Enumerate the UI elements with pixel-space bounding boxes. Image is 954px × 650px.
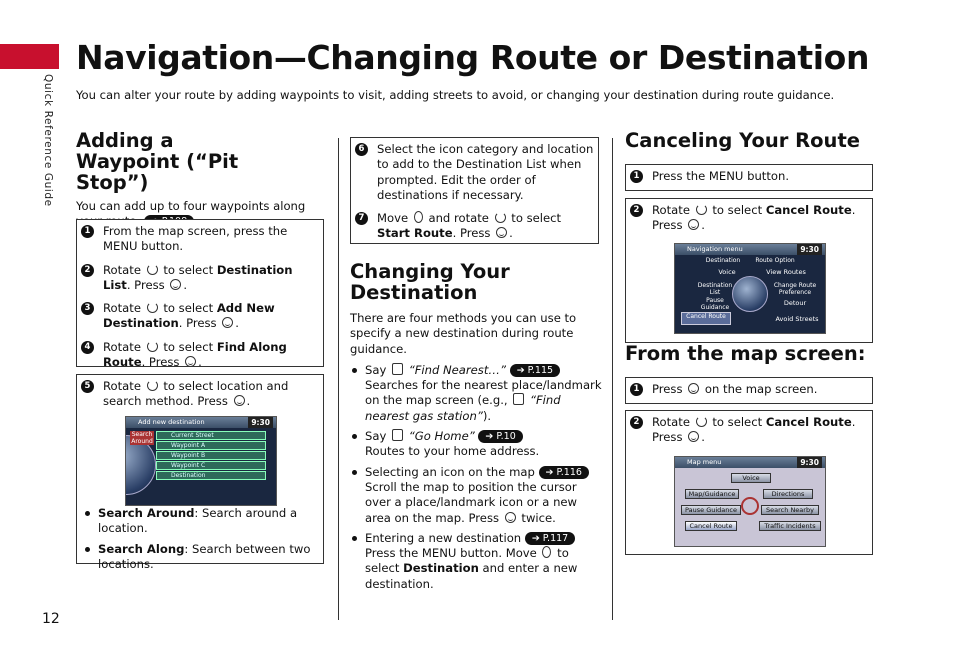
page-title: Navigation—Changing Route or Destination bbox=[76, 38, 870, 77]
step-text: and rotate bbox=[428, 211, 489, 226]
dest-row: Waypoint B bbox=[156, 451, 266, 460]
bullet-text: Entering a new destination bbox=[365, 530, 522, 545]
step-bold: Start Route bbox=[377, 226, 453, 241]
column-divider bbox=[338, 138, 339, 620]
tab-route-option: Route Option bbox=[755, 257, 795, 264]
dest-row: Waypoint C bbox=[156, 461, 266, 470]
dest-row: Current Street bbox=[156, 431, 266, 440]
rotate-icon bbox=[147, 380, 158, 391]
step-number: 4 bbox=[81, 341, 94, 354]
list-item bbox=[350, 429, 602, 460]
bullet-text: twice. bbox=[521, 510, 556, 525]
step-bold: Find Along Route bbox=[103, 339, 287, 370]
cancel-step2-box bbox=[625, 198, 873, 343]
map-compass-icon bbox=[741, 497, 759, 515]
waypoint-desc-text: You can add up to four waypoints along bbox=[76, 199, 306, 213]
steps-6-7-box bbox=[350, 137, 599, 244]
bullet-bold: Destination bbox=[403, 561, 479, 576]
menu-avoid-streets: Avoid Streets bbox=[775, 315, 819, 323]
screen-title: Navigation menu bbox=[687, 245, 743, 253]
step-number: 3 bbox=[81, 302, 94, 315]
step-2: 2 Rotate to select Destination List. Press . bbox=[77, 263, 319, 294]
press-icon bbox=[222, 317, 233, 328]
intro-text: You can alter your route by adding waypoints to visit, adding streets to avoid, or changing your destination during route guidance. bbox=[76, 88, 835, 102]
list-item bbox=[350, 465, 602, 526]
press-icon bbox=[505, 512, 516, 523]
rotate-icon bbox=[696, 416, 707, 427]
menu-destination-list: Destination List bbox=[697, 282, 733, 296]
step-text: Rotate bbox=[652, 203, 690, 217]
bullet-ital: “Go Home” bbox=[408, 429, 475, 444]
step-text: Press bbox=[652, 382, 683, 396]
bullet-text: Selecting an icon on the map bbox=[365, 464, 535, 479]
step-1 bbox=[626, 169, 868, 184]
step-2: 2 Rotate to select Cancel Route. Press . bbox=[626, 415, 868, 446]
rotate-icon bbox=[495, 212, 506, 223]
map-step1-box bbox=[625, 377, 873, 404]
step-text: . Press bbox=[126, 277, 165, 292]
step-bold: Cancel Route bbox=[765, 415, 852, 429]
bullet-ital: “Find Nearest…” bbox=[408, 362, 506, 377]
cancel-step1-box bbox=[625, 164, 873, 191]
step-number: 5 bbox=[81, 380, 94, 393]
waypoint-heading: Adding a Waypoint (“Pit Stop”) bbox=[76, 129, 239, 194]
menu-view-routes: View Routes bbox=[766, 268, 806, 276]
press-icon bbox=[496, 227, 507, 238]
step-text: on the map screen. bbox=[704, 382, 818, 396]
map-screen-heading: From the map screen: bbox=[625, 342, 866, 365]
step-number: 2 bbox=[81, 264, 94, 277]
step-bold: Add New Destination bbox=[103, 301, 275, 331]
step-1 bbox=[626, 382, 868, 397]
step-number: 1 bbox=[81, 225, 94, 238]
map-guidance-button: Map/Guidance bbox=[685, 489, 739, 499]
press-icon bbox=[185, 356, 196, 367]
screen-time: 9:30 bbox=[248, 417, 273, 428]
step-6 bbox=[351, 142, 594, 203]
press-icon bbox=[234, 395, 245, 406]
search-nearby-button: Search Nearby bbox=[761, 505, 819, 515]
step-number: 7 bbox=[355, 212, 368, 225]
list-item bbox=[83, 506, 323, 537]
dest-row: Destination bbox=[156, 471, 266, 480]
side-label: Quick Reference Guide bbox=[42, 74, 54, 207]
step-text: . Press bbox=[178, 316, 217, 331]
page-ref[interactable]: ➔ P.10 bbox=[478, 430, 522, 443]
directions-button: Directions bbox=[763, 489, 813, 499]
step-text: to select bbox=[712, 415, 763, 429]
press-icon bbox=[170, 279, 181, 290]
screen-time: 9:30 bbox=[797, 244, 822, 255]
rotate-icon bbox=[147, 302, 158, 313]
screen-title: Map menu bbox=[687, 458, 722, 466]
menu-voice: Voice bbox=[718, 268, 736, 276]
rotate-icon bbox=[696, 204, 707, 215]
bullet-text: to select bbox=[365, 546, 569, 576]
step-text: . Press bbox=[141, 355, 180, 370]
cancel-route-heading: Canceling Your Route bbox=[625, 129, 860, 152]
list-item bbox=[350, 531, 602, 592]
step-4: 4 Rotate to select Find Along Route. Press . bbox=[77, 340, 319, 371]
menu-pause-guidance: Pause Guidance bbox=[700, 297, 730, 311]
talk-icon bbox=[392, 363, 403, 375]
bullet-ital: “Find nearest gas station” bbox=[365, 393, 561, 423]
bullet-text: Routes to your home address. bbox=[365, 444, 540, 459]
screen-time: 9:30 bbox=[797, 457, 822, 468]
waypoint-steps-box bbox=[76, 219, 324, 370]
bullet-text: Searches for the nearest place/landmark on the map screen (e.g., bbox=[365, 378, 602, 408]
waypoint-section bbox=[76, 130, 326, 230]
page-ref[interactable]: ➔ P.115 bbox=[510, 364, 560, 377]
section-tab-marker bbox=[0, 44, 59, 69]
step-text: Rotate bbox=[103, 301, 141, 316]
step-5: 5 Rotate to select location and search method. Press . bbox=[77, 379, 319, 410]
step-text: to select bbox=[163, 262, 214, 277]
press-icon bbox=[688, 219, 699, 230]
step-text: to select bbox=[163, 339, 214, 354]
search-around-label: Search Around bbox=[131, 431, 153, 445]
change-destination-heading: Changing Your Destination bbox=[350, 260, 510, 304]
change-destination-desc: There are four methods you can use to specify a new destination during route guidance. bbox=[350, 311, 577, 356]
step-text: . Press bbox=[452, 226, 491, 241]
traffic-incidents-button: Traffic Incidents bbox=[759, 521, 821, 531]
step-number: 2 bbox=[630, 204, 643, 217]
map-menu-screenshot bbox=[674, 456, 826, 547]
step-number: 1 bbox=[630, 383, 643, 396]
step-text: Rotate bbox=[652, 415, 690, 429]
menu-change-route-preference: Change Route Preference bbox=[773, 282, 817, 296]
rotate-icon bbox=[147, 341, 158, 352]
move-icon bbox=[414, 211, 423, 223]
bullet-text: and enter a new destination. bbox=[365, 561, 578, 591]
step-2: 2 Rotate to select Cancel Route. Press . bbox=[626, 203, 868, 234]
screen-title: Add new destination bbox=[138, 418, 205, 426]
step-number: 1 bbox=[630, 170, 643, 183]
bullet-text: ). bbox=[482, 408, 492, 423]
navigation-menu-screenshot bbox=[674, 243, 826, 334]
page-ref[interactable]: ➔ P.116 bbox=[539, 466, 589, 479]
talk-icon bbox=[392, 429, 403, 441]
step-text: to select bbox=[163, 301, 214, 316]
bullet-text: Say bbox=[365, 429, 387, 444]
move-icon bbox=[542, 546, 551, 558]
screen-titlebar bbox=[675, 244, 825, 255]
screen-titlebar bbox=[675, 457, 825, 468]
change-destination-section bbox=[350, 261, 602, 597]
press-icon bbox=[688, 431, 699, 442]
step-1 bbox=[77, 224, 319, 255]
bullet-bold: Search Along bbox=[98, 541, 185, 556]
step-text: Select the icon category and location to add to the Destination List when prompted. Edit the order of destinations if necessary. bbox=[377, 142, 594, 202]
menu-detour: Detour bbox=[783, 299, 807, 307]
bullet-text: Press the MENU button. Move bbox=[365, 546, 537, 561]
rotate-icon bbox=[147, 264, 158, 275]
step-7: 7 Move and rotate to select Start Route. Press . bbox=[351, 211, 594, 242]
step-bold: Cancel Route bbox=[765, 203, 852, 217]
pause-guidance-button: Pause Guidance bbox=[681, 505, 741, 515]
bullet-text: Say bbox=[365, 362, 387, 377]
knob-graphic bbox=[732, 276, 768, 312]
step-number: 6 bbox=[355, 143, 368, 156]
page-ref[interactable]: ➔ P.117 bbox=[525, 532, 575, 545]
waypoint-step5-box bbox=[76, 374, 324, 571]
step-text: Rotate bbox=[103, 262, 141, 277]
menu-cancel-route: Cancel Route bbox=[681, 312, 731, 325]
bullet-text: Scroll the map to position the cursor over a place/landmark icon or a new area on the map. Press bbox=[365, 479, 578, 525]
voice-button: Voice bbox=[731, 473, 771, 483]
step-text: Rotate bbox=[103, 379, 141, 393]
bullet-text: : Search between two locations. bbox=[98, 541, 311, 571]
step-text: . Press bbox=[652, 415, 856, 445]
bullet-text: : Search around a location. bbox=[98, 506, 298, 536]
bullet-bold: Search Around bbox=[98, 506, 195, 520]
step-text: Rotate bbox=[103, 339, 141, 354]
screen-titlebar bbox=[126, 417, 276, 428]
step-3: 3 Rotate to select Add New Destination. Press . bbox=[77, 301, 319, 332]
step-bold: Destination List bbox=[103, 262, 293, 292]
page-number: 12 bbox=[42, 611, 60, 627]
list-item bbox=[83, 542, 323, 573]
step-text: to select bbox=[511, 211, 562, 226]
step-number: 2 bbox=[630, 416, 643, 429]
list-item bbox=[350, 363, 602, 424]
step-text: Press the MENU button. bbox=[652, 169, 790, 183]
cancel-route-button: Cancel Route bbox=[685, 521, 737, 531]
tab-destination: Destination bbox=[705, 257, 741, 264]
talk-icon bbox=[513, 393, 524, 405]
map-step2-box bbox=[625, 410, 873, 555]
add-destination-screenshot bbox=[125, 416, 277, 506]
step-text: to select location and search method. Press bbox=[103, 379, 289, 409]
dest-row: Waypoint A bbox=[156, 441, 266, 450]
step-text: to select bbox=[712, 203, 763, 217]
step-text: . Press bbox=[652, 203, 856, 233]
column-divider bbox=[612, 138, 613, 620]
step-text: Move bbox=[377, 211, 409, 226]
press-icon bbox=[688, 383, 699, 394]
step-text: From the map screen, press the MENU button. bbox=[103, 224, 288, 254]
